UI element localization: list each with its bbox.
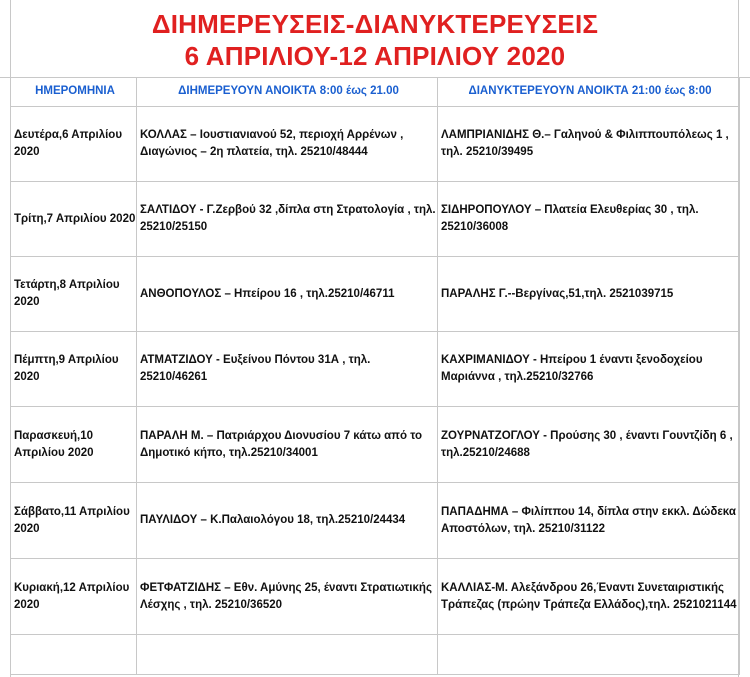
schedule-table (10, 77, 740, 675)
header-date: ΗΜΕΡΟΜΗΝΙΑ (11, 77, 137, 107)
empty-cell (438, 635, 740, 675)
row-date: Σάββατο,11 Απριλίου 2020 (11, 483, 137, 559)
header-night: ΔΙΑΝΥΚΤΕΡΕΥΟΥΝ ΑΝΟΙΚΤΑ 21:00 έως 8:00 (438, 77, 740, 107)
row-day-pharmacy: ΠΑΡΑΛΗ Μ. – Πατριάρχου Διονυσίου 7 κάτω από το Δημοτικό κήπο, τηλ.25210/34001 (137, 407, 438, 483)
table-row (11, 407, 740, 483)
title-block (10, 8, 740, 72)
table-row (11, 332, 740, 407)
row-night-pharmacy: ΚΑΧΡΙΜΑΝΙΔΟΥ - Ηπείρου 1 έναντι ξενοδοχείου Μαριάννα , τηλ.25210/32766 (438, 332, 740, 407)
row-night-pharmacy: ΛΑΜΠΡΙΑΝΙΔΗΣ Θ.– Γαληνού & Φιλιππουπόλεως 1 , τηλ. 25210/39495 (438, 107, 740, 182)
empty-cell (137, 635, 438, 675)
table-row (11, 257, 740, 332)
row-day-pharmacy: ΑΤΜΑΤΖΙΔΟΥ - Ευξείνου Πόντου 31Α , τηλ. 25210/46261 (137, 332, 438, 407)
row-night-pharmacy: ΚΑΛΛΙΑΣ-Μ. Αλεξάνδρου 26,Έναντι Συνεταιριστικής Τράπεζας (πρώην Τράπεζα Ελλάδος),τηλ. 2521021144 (438, 559, 740, 635)
row-night-pharmacy: ΠΑΡΑΛΗΣ Γ.--Βεργίνας,51,τηλ. 2521039715 (438, 257, 740, 332)
row-night-pharmacy: ΠΑΠΑΔΗΜΑ – Φιλίππου 14, δίπλα στην εκκλ. Δώδεκα Αποστόλων, τηλ. 25210/31122 (438, 483, 740, 559)
empty-cell (11, 635, 137, 675)
title-line-1: ΔΙΗΜΕΡΕΥΣΕΙΣ-ΔΙΑΝΥΚΤΕΡΕΥΣΕΙΣ (151, 9, 599, 39)
empty-row (11, 635, 740, 675)
row-date: Τετάρτη,8 Απριλίου 2020 (11, 257, 137, 332)
row-day-pharmacy: ΑΝΘΟΠΟΥΛΟΣ – Ηπείρου 16 , τηλ.25210/46711 (137, 257, 438, 332)
row-date: Κυριακή,12 Απριλίου 2020 (11, 559, 137, 635)
row-date: Δευτέρα,6 Απριλίου 2020 (11, 107, 137, 182)
row-date: Παρασκευή,10 Απριλίου 2020 (11, 407, 137, 483)
row-day-pharmacy: ΚΟΛΛΑΣ – Ιουστιανιανού 52, περιοχή Αρρένων , Διαγώνιος – 2η πλατεία, τηλ. 25210/48444 (137, 107, 438, 182)
header-day: ΔΙΗΜΕΡΕΥΟΥΝ ΑΝΟΙΚΤΑ 8:00 έως 21.00 (137, 77, 438, 107)
table-row (11, 107, 740, 182)
header-row (11, 77, 740, 107)
table-row (11, 182, 740, 257)
table-row (11, 559, 740, 635)
row-night-pharmacy: ΖΟΥΡΝΑΤΖΟΓΛΟΥ - Προύσης 30 , έναντι Γουντζίδη 6 , τηλ.25210/24688 (438, 407, 740, 483)
row-day-pharmacy: ΣΑΛΤΙΔΟΥ - Γ.Ζερβού 32 ,δίπλα στη Στρατολογία , τηλ. 25210/25150 (137, 182, 438, 257)
row-date: Τρίτη,7 Απριλίου 2020 (11, 182, 137, 257)
table-row (11, 483, 740, 559)
row-day-pharmacy: ΦΕΤΦΑΤΖΙΔΗΣ – Εθν. Αμύνης 25, έναντι Στρατιωτικής Λέσχης , τηλ. 25210/36520 (137, 559, 438, 635)
row-night-pharmacy: ΣΙΔΗΡΟΠΟΥΛΟΥ – Πλατεία Ελευθερίας 30 , τηλ. 25210/36008 (438, 182, 740, 257)
title-line-2: 6 ΑΠΡΙΛΙΟΥ-12 ΑΠΡΙΛΙΟΥ 2020 (184, 41, 566, 71)
row-day-pharmacy: ΠΑΥΛΙΔΟΥ – Κ.Παλαιολόγου 18, τηλ.25210/24434 (137, 483, 438, 559)
row-date: Πέμπτη,9 Απριλίου 2020 (11, 332, 137, 407)
